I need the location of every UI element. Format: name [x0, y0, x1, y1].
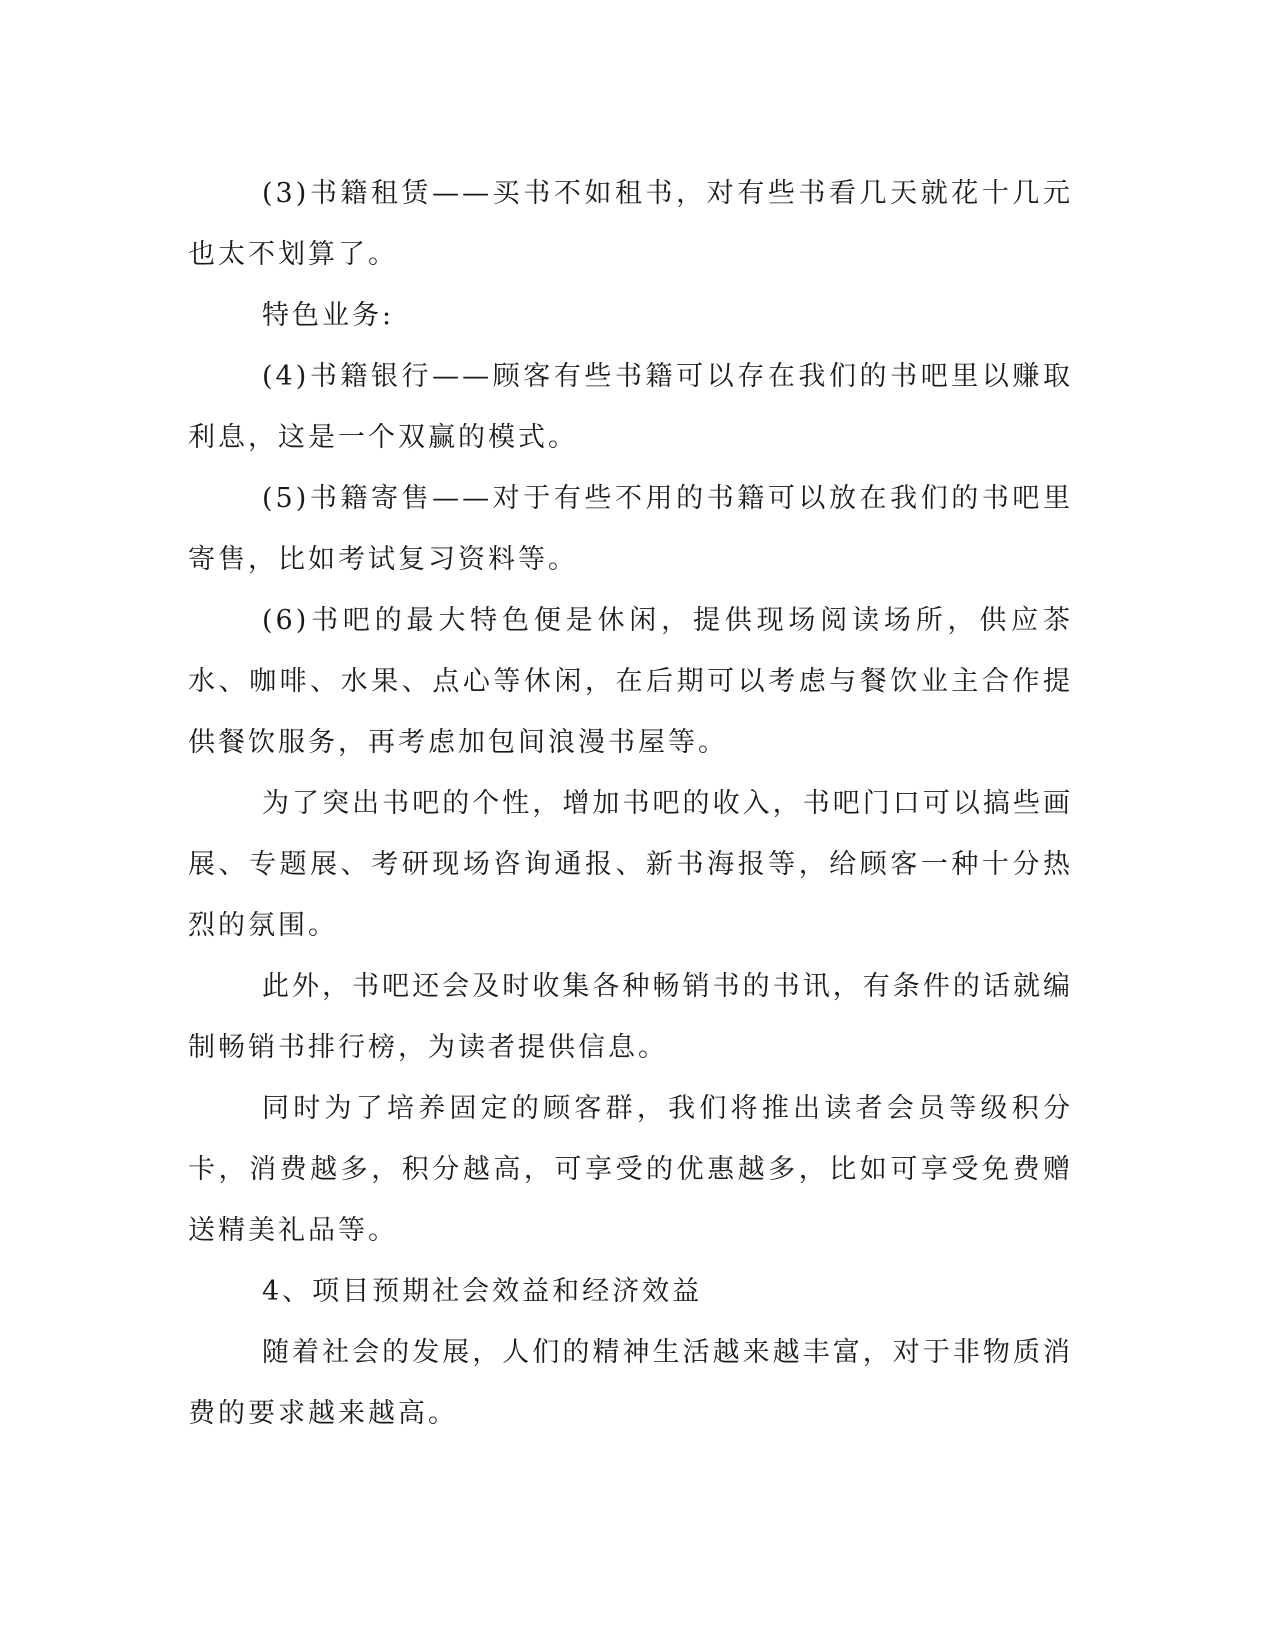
- paragraph-leisure-feature: (6)书吧的最大特色便是休闲，提供现场阅读场所，供应茶水、咖啡、水果、点心等休闲，在后期可以考虑与餐饮业主合作提供餐饮服务，再考虑加包间浪漫书屋等。: [188, 605, 1073, 758]
- paragraph-exhibitions: 为了突出书吧的个性，增加书吧的收入，书吧门口可以搞些画展、专题展、考研现场咨询通报、新书海报等，给顾客一种十分热烈的氛围。: [188, 788, 1073, 941]
- paragraph-book-rental: (3)书籍租赁——买书不如租书，对有些书看几天就花十几元也太不划算了。: [188, 178, 1073, 270]
- paragraph-book-bank: (4)书籍银行——顾客有些书籍可以存在我们的书吧里以赚取利息，这是一个双赢的模式。: [188, 361, 1073, 453]
- section-heading-expected-benefits: 4、项目预期社会效益和经济效益: [262, 1276, 703, 1307]
- paragraph-book-consignment: (5)书籍寄售——对于有些不用的书籍可以放在我们的书吧里寄售，比如考试复习资料等。: [188, 483, 1073, 575]
- paragraph-special-services-heading: 特色业务:: [262, 300, 395, 331]
- document-body: [188, 163, 1073, 1444]
- paragraph-membership-card: 同时为了培养固定的顾客群，我们将推出读者会员等级积分卡，消费越多，积分越高，可享受的优惠越多，比如可享受免费赠送精美礼品等。: [188, 1093, 1073, 1246]
- paragraph-social-development: 随着社会的发展，人们的精神生活越来越丰富，对于非物质消费的要求越来越高。: [188, 1337, 1073, 1429]
- paragraph-bestseller-info: 此外，书吧还会及时收集各种畅销书的书讯，有条件的话就编制畅销书排行榜，为读者提供信息。: [188, 971, 1073, 1063]
